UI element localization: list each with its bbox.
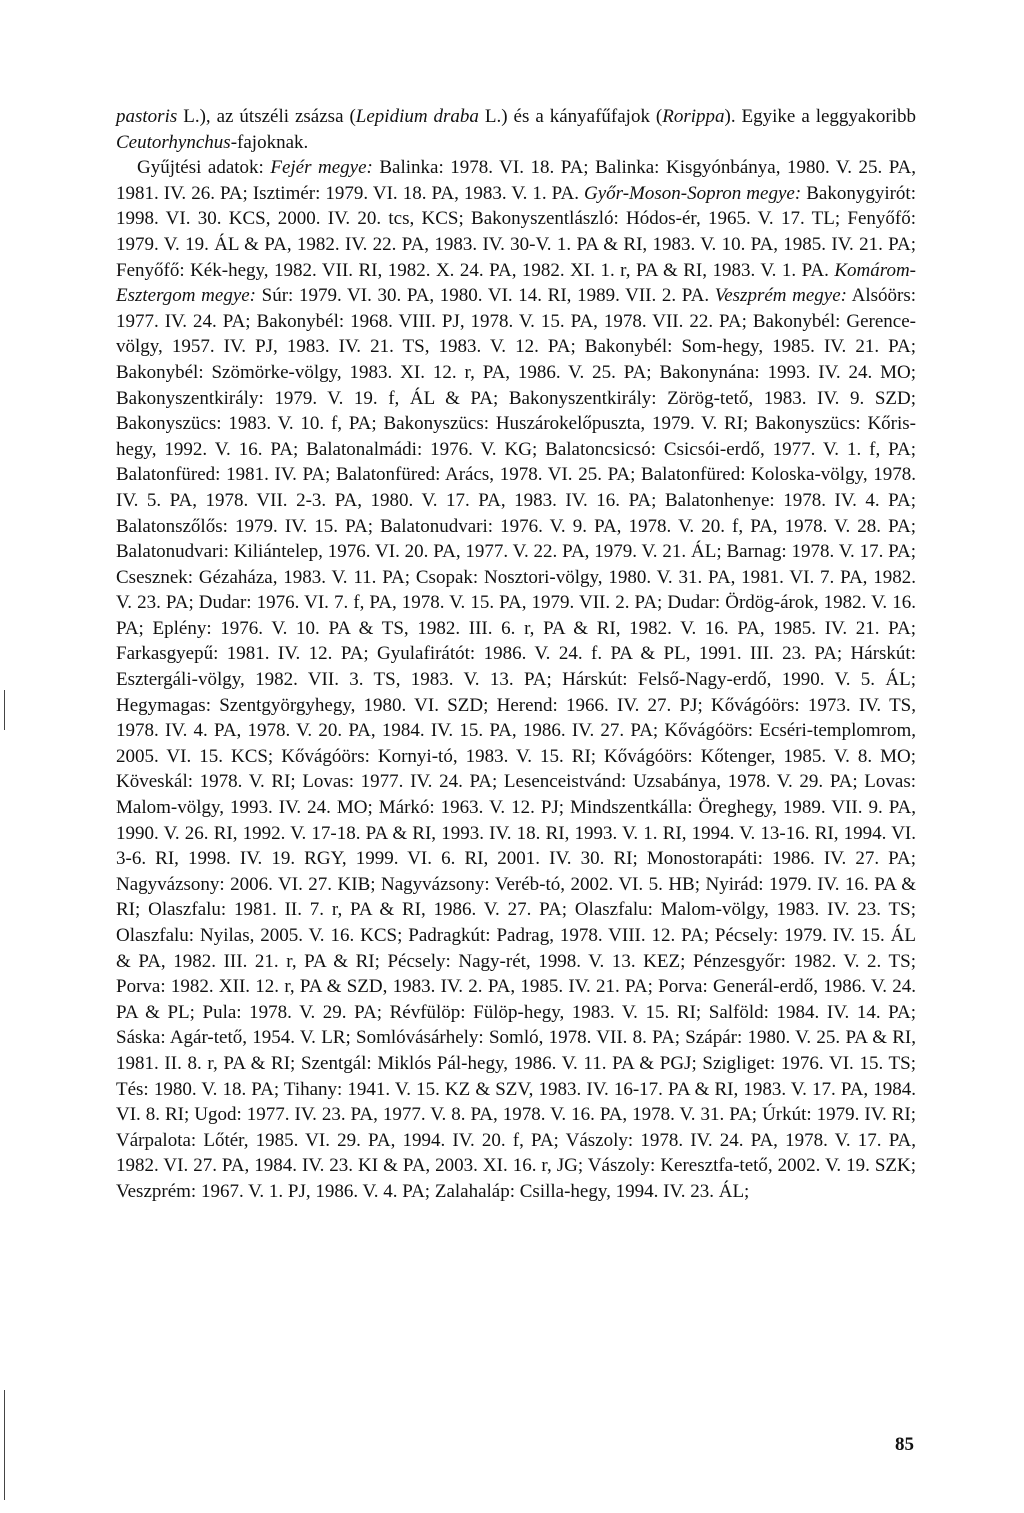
genus-name: Rorippa [662, 106, 725, 127]
locality-records: Bakonygyirót: 1998. VI. 30. KCS, 2000. IV. 20. tcs, KCS; Bakonyszentlászló: Hódos-ér, 1965. V. 17. TL; Fenyőfő: 1979. V. 19. ÁL & PA, 1982. IV. 22. PA, 1983. IV. 30-V. 1. PA & RI, 1983. V. 10. PA, 1985. IV. 21. PA; Fenyőfő: Kék-hegy, 1982. VII. RI, 1982. X. 24. PA, 1982. XI. 1. r, PA & RI, 1983. V. 1. PA. [116, 182, 916, 281]
body-text [116, 104, 916, 1205]
county-heading: Fejér megye: [270, 157, 373, 179]
text-run: -fajoknak. [230, 131, 309, 153]
genus-name: Ceutorhynchus [116, 131, 231, 153]
section-label: Gyűjtési adatok: [137, 157, 271, 179]
species-name: Lepidium draba [355, 106, 479, 127]
collection-data-paragraph [116, 155, 916, 1204]
scan-edge-mark [4, 690, 5, 730]
county-heading: Komárom-Esztergom megye: [116, 259, 916, 307]
text-run: L.) és a kányafűfajok ( [478, 106, 663, 127]
scan-edge-mark [4, 1390, 5, 1500]
locality-records: Alsóörs: 1977. IV. 24. PA; Bakonybél: 1968. VIII. PJ, 1978. V. 15. PA, 1978. VII. 22. PA; Bakonybél: Gerence-völgy, 1957. IV. PJ, 1983. IV. 21. TS, 1983. V. 12. PA; Bakonybél: Som-hegy, 1985. IV. 21. PA; Bakonybél: Szömörke-völgy, 1983. XI. 12. r, PA, 1986. V. 25. PA; Bakonynána: 1993. IV. 24. MO; Bakonyszentkirály: 1979. V. 19. f, ÁL & PA; Bakonyszentkirály: Zörög-tető, 1983. IV. 9. SZD; Bakonyszücs: 1983. V. 10. f, PA; Bakonyszücs: Huszárokelőpuszta, 1979. V. RI; Bakonyszücs: Kőris-hegy, 1992. V. 16. PA; Balatonalmádi: 1976. V. KG; Balatoncsicsó: Csicsói-erdő, 1977. V. 1. f, PA; Balatonfüred: 1981. IV. PA; Balatonfüred: Arács, 1978. VI. 25. PA; Balatonfüred: Koloska-völgy, 1978. IV. 5. PA, 1978. VII. 2-3. PA, 1980. V. 17. PA, 1983. IV. 16. PA; Balatonhenye: 1978. IV. 4. PA; Balatonszőlős: 1979. IV. 15. PA; Balatonudvari: 1976. V. 9. PA, 1978. V. 20. f, PA, 1978. V. 28. PA; Balatonudvari: Kiliántelep, 1976. VI. 20. PA, 1977. V. 22. PA, 1979. V. 21. ÁL; Barnag: 1978. V. 17. PA; Csesznek: Gézaháza, 1983. V. 11. PA; Csopak: Nosztori-völgy, 1980. V. 31. PA, 1981. VI. 7. PA, 1982. V. 23. PA; Dudar: 1976. VI. 7. f, PA, 1978. V. 15. PA, 1979. VII. 2. PA; Dudar: Ördög-árok, 1982. V. 16. PA; Eplény: 1976. V. 10. PA & TS, 1982. III. 6. r, PA & RI, 1982. V. 16. PA, 1985. IV. 21. PA; Farkasgyepű: 1981. IV. 12. PA; Gyulafirátót: 1986. V. 24. f. PA & PL, 1991. III. 23. PA; Hárskút: Esztergáli-völgy, 1982. VII. 3. TS, 1983. V. 13. PA; Hárskút: Felső-Nagy-erdő, 1990. V. 5. ÁL; Hegymagas: Szentgyörgyhegy, 1980. VI. SZD; Herend: 1966. IV. 27. PJ; Kővágóörs: 1973. IV. TS, 1978. IV. 4. PA, 1978. V. 20. PA, 1984. IV. 15. PA, 1986. IV. 27. PA; Kővágóörs: Ecséri-templomrom, 2005. VI. 15. KCS; Kővágóörs: Kornyi-tó, 1983. V. 15. RI; Kővágóörs: Kőtenger, 1985. V. 8. MO; Köveskál: 1978. V. RI; Lovas: 1977. IV. 24. PA; Lesenceistvánd: Uzsabánya, 1978. V. 29. PA; Lovas: Malom-völgy, 1993. IV. 24. MO; Márkó: 1963. V. 12. PJ; Mindszentkálla: Öreghegy, 1989. VII. 9. PA, 1990. V. 26. RI, 1992. V. 17-18. PA & RI, 1993. IV. 18. RI, 1993. V. 1. RI, 1994. V. 13-16. RI, 1994. VI. 3-6. RI, 1998. IV. 19. RGY, 1999. VI. 6. RI, 2001. IV. 30. RI; Monostorapáti: 1986. IV. 27. PA; Nagyvázsony: 2006. VI. 27. KIB; Nagyvázsony: Veréb-tó, 2002. VI. 5. HB; Nyirád: 1979. IV. 16. PA & RI; Olaszfalu: 1981. II. 7. r, PA & RI, 1986. V. 27. PA; Olaszfalu: Malom-völgy, 1983. IV. 23. TS; Olaszfalu: Nyilas, 2005. V. 16. KCS; Padragkút: Padrag, 1978. VIII. 12. PA; Pécsely: 1979. IV. 15. ÁL & PA, 1982. III. 21. r, PA & RI; Pécsely: Nagy-rét, 1998. V. 13. KEZ; Pénzesgyőr: 1982. V. 2. TS; Porva: 1982. XII. 12. r, PA & SZD, 1983. IV. 2. PA, 1985. IV. 21. PA; Porva: Generál-erdő, 1986. V. 24. PA & PL; Pula: 1978. V. 29. PA; Révfülöp: Fülöp-hegy, 1983. V. 15. RI; Salföld: 1984. IV. 14. PA; Sáska: Agár-tető, 1954. V. LR; Somlóvásárhely: Somló, 1978. VII. 8. PA; Szápár: 1980. V. 25. PA & RI, 1981. II. 8. r, PA & RI; Szentgál: Miklós Pál-hegy, 1986. V. 11. PA & PGJ; Szigliget: 1976. VI. 15. TS; Tés: 1980. V. 18. PA; Tihany: 1941. V. 15. KZ & SZV, 1983. IV. 16-17. PA & RI, 1983. V. 17. PA, 1984. VI. 8. RI; Ugod: 1977. IV. 23. PA, 1977. V. 8. PA, 1978. V. 16. PA, 1978. V. 31. PA; Úrkút: 1979. IV. RI; Várpalota: Lőtér, 1985. VI. 29. PA, 1994. IV. 20. f, PA; Vászoly: 1978. IV. 24. PA, 1978. V. 17. PA, 1982. VI. 27. PA, 1984. IV. 23. KI & PA, 2003. XI. 16. r, JG; Vászoly: Keresztfa-tető, 2002. V. 19. SZK; Veszprém: 1967. V. 1. PJ, 1986. V. 4. PA; Zalahaláp: Csilla-hegy, 1994. IV. 23. ÁL; [116, 285, 916, 1202]
county-heading: Veszprém megye: [714, 285, 847, 307]
page-number: 85 [895, 1434, 914, 1455]
species-name: pastoris [116, 106, 178, 127]
locality-records: Balinka: 1978. VI. 18. PA; Balinka: Kisgyónbánya, 1980. V. 25. PA, 1981. IV. 26. PA; Isztimér: 1979. VI. 18. PA, 1983. V. 1. PA. [116, 157, 917, 204]
locality-records: Súr: 1979. VI. 30. PA, 1980. VI. 14. RI, 1989. VII. 2. PA. [256, 285, 715, 307]
intro-paragraph [116, 104, 916, 155]
text-run: L.), az útszéli zsázsa ( [177, 106, 356, 127]
county-heading: Győr-Moson-Sopron megye: [584, 182, 802, 204]
text-run: ). Egyike a leggyakoribb [724, 106, 916, 127]
